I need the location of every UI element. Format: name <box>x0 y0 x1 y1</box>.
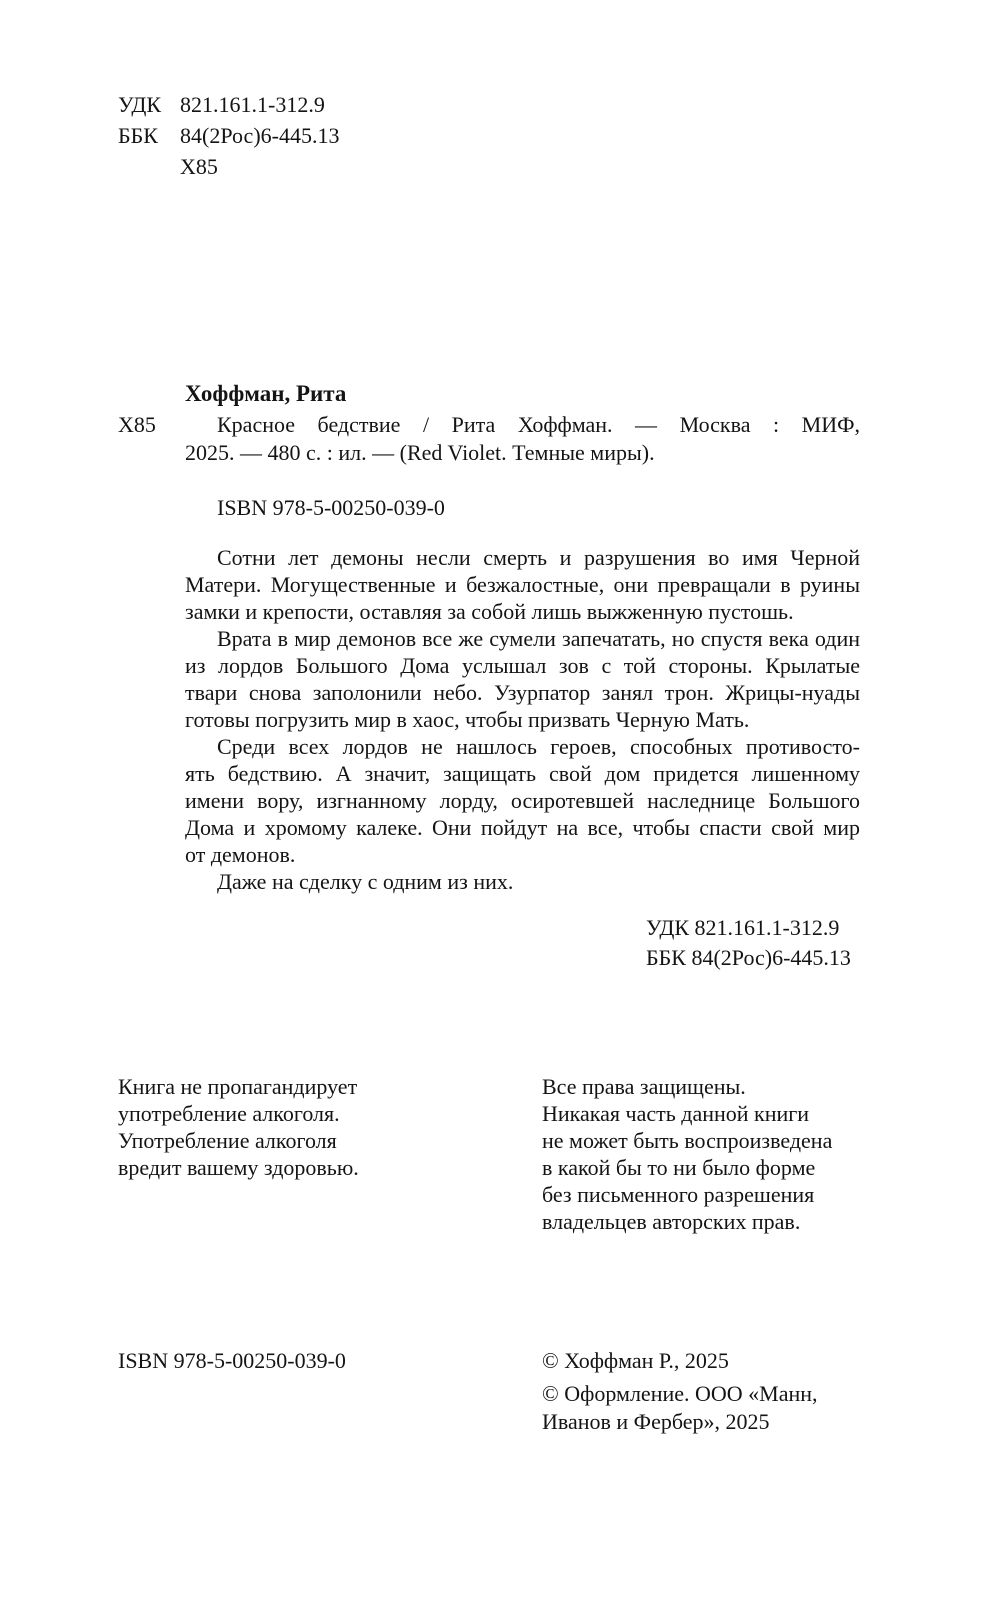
bib-line-2: 2025. — 480 с. : ил. — (Red Violet. Темные миры). <box>185 440 655 465</box>
annotation-line: Матери. Могущественные и безжалостные, они превращали в руины <box>185 572 860 597</box>
annotation-line: Дома и хромому калеке. Они пойдут на все, чтобы спасти свой мир <box>185 815 860 840</box>
udk-value: 821.161.1-312.9 <box>180 92 325 117</box>
rights-line: Все права защищены. <box>542 1074 746 1099</box>
alcohol-warning <box>118 1073 359 1181</box>
warning-line: употребление алкоголя. <box>118 1101 340 1126</box>
copyright-design-line: © Оформление. ООО «Манн, <box>542 1381 818 1406</box>
rights-notice <box>542 1073 832 1235</box>
annotation-line: твари снова заполонили небо. Узурпатор занял трон. Жрицы-нуады <box>185 680 860 705</box>
isbn-description: ISBN 978-5-00250-039-0 <box>217 495 445 520</box>
bibliographic-description <box>185 411 860 467</box>
rights-line: в какой бы то ни было форме <box>542 1155 816 1180</box>
author-cipher: Х85 <box>118 412 156 437</box>
annotation-line: замки и крепости, оставляя за собой лишь выжженную пустошь. <box>185 599 794 624</box>
udk-code: УДК 821.161.1-312.9 <box>646 915 840 940</box>
annotation <box>185 544 860 895</box>
classification-codes-top <box>118 91 339 184</box>
bbk-label: ББК <box>118 123 158 148</box>
warning-line: Книга не пропагандирует <box>118 1074 358 1099</box>
annotation-line: имени вору, изгнанному лорду, осиротевшей наследнице Большого <box>185 788 860 813</box>
rights-line: владельцев авторских прав. <box>542 1209 801 1234</box>
udk-label: УДК <box>118 92 162 117</box>
annotation-line: Врата в мир демонов все же сумели запечатать, но спустя века один <box>217 626 860 651</box>
classification-codes-right <box>646 914 851 974</box>
annotation-line: Даже на сделку с одним из них. <box>217 869 514 894</box>
copyright-author: © Хоффман Р., 2025 <box>542 1348 729 1373</box>
isbn-footer: ISBN 978-5-00250-039-0 <box>118 1348 346 1373</box>
rights-line: не может быть воспроизведена <box>542 1128 833 1153</box>
annotation-line: Сотни лет демоны несли смерть и разрушения во имя Черной <box>217 545 860 570</box>
warning-line: вредит вашему здоровью. <box>118 1155 359 1180</box>
warning-line: Употребление алкоголя <box>118 1128 337 1153</box>
author-heading: Хоффман, Рита <box>185 381 347 406</box>
bbk-code: ББК 84(2Рос)6-445.13 <box>646 945 851 970</box>
copyright-block <box>542 1347 818 1436</box>
author-cipher-top: Х85 <box>180 154 218 179</box>
annotation-line: из лордов Большого Дома услышал зов с той стороны. Крылатые <box>185 653 860 678</box>
bbk-value: 84(2Рос)6-445.13 <box>180 123 340 148</box>
udk-row <box>118 91 339 122</box>
annotation-line: Среди всех лордов не нашлось героев, способных противосто- <box>217 734 860 759</box>
copyright-design-line: Иванов и Фербер», 2025 <box>542 1409 770 1434</box>
annotation-paragraph-4 <box>185 868 860 895</box>
annotation-line: готовы погрузить мир в хаос, чтобы призвать Черную Мать. <box>185 707 750 732</box>
annotation-paragraph-3 <box>185 733 860 868</box>
bib-line-1: Красное бедствие / Рита Хоффман. — Москва : МИФ, <box>217 412 860 437</box>
annotation-paragraph-2 <box>185 625 860 733</box>
rights-line: Никакая часть данной книги <box>542 1101 810 1126</box>
rights-line: без письменного разрешения <box>542 1182 815 1207</box>
annotation-line: ять бедствию. А значит, защищать свой дом придется лишенному <box>185 761 860 786</box>
bbk-row <box>118 122 339 153</box>
annotation-line: от демонов. <box>185 842 296 867</box>
annotation-paragraph-1 <box>185 544 860 625</box>
